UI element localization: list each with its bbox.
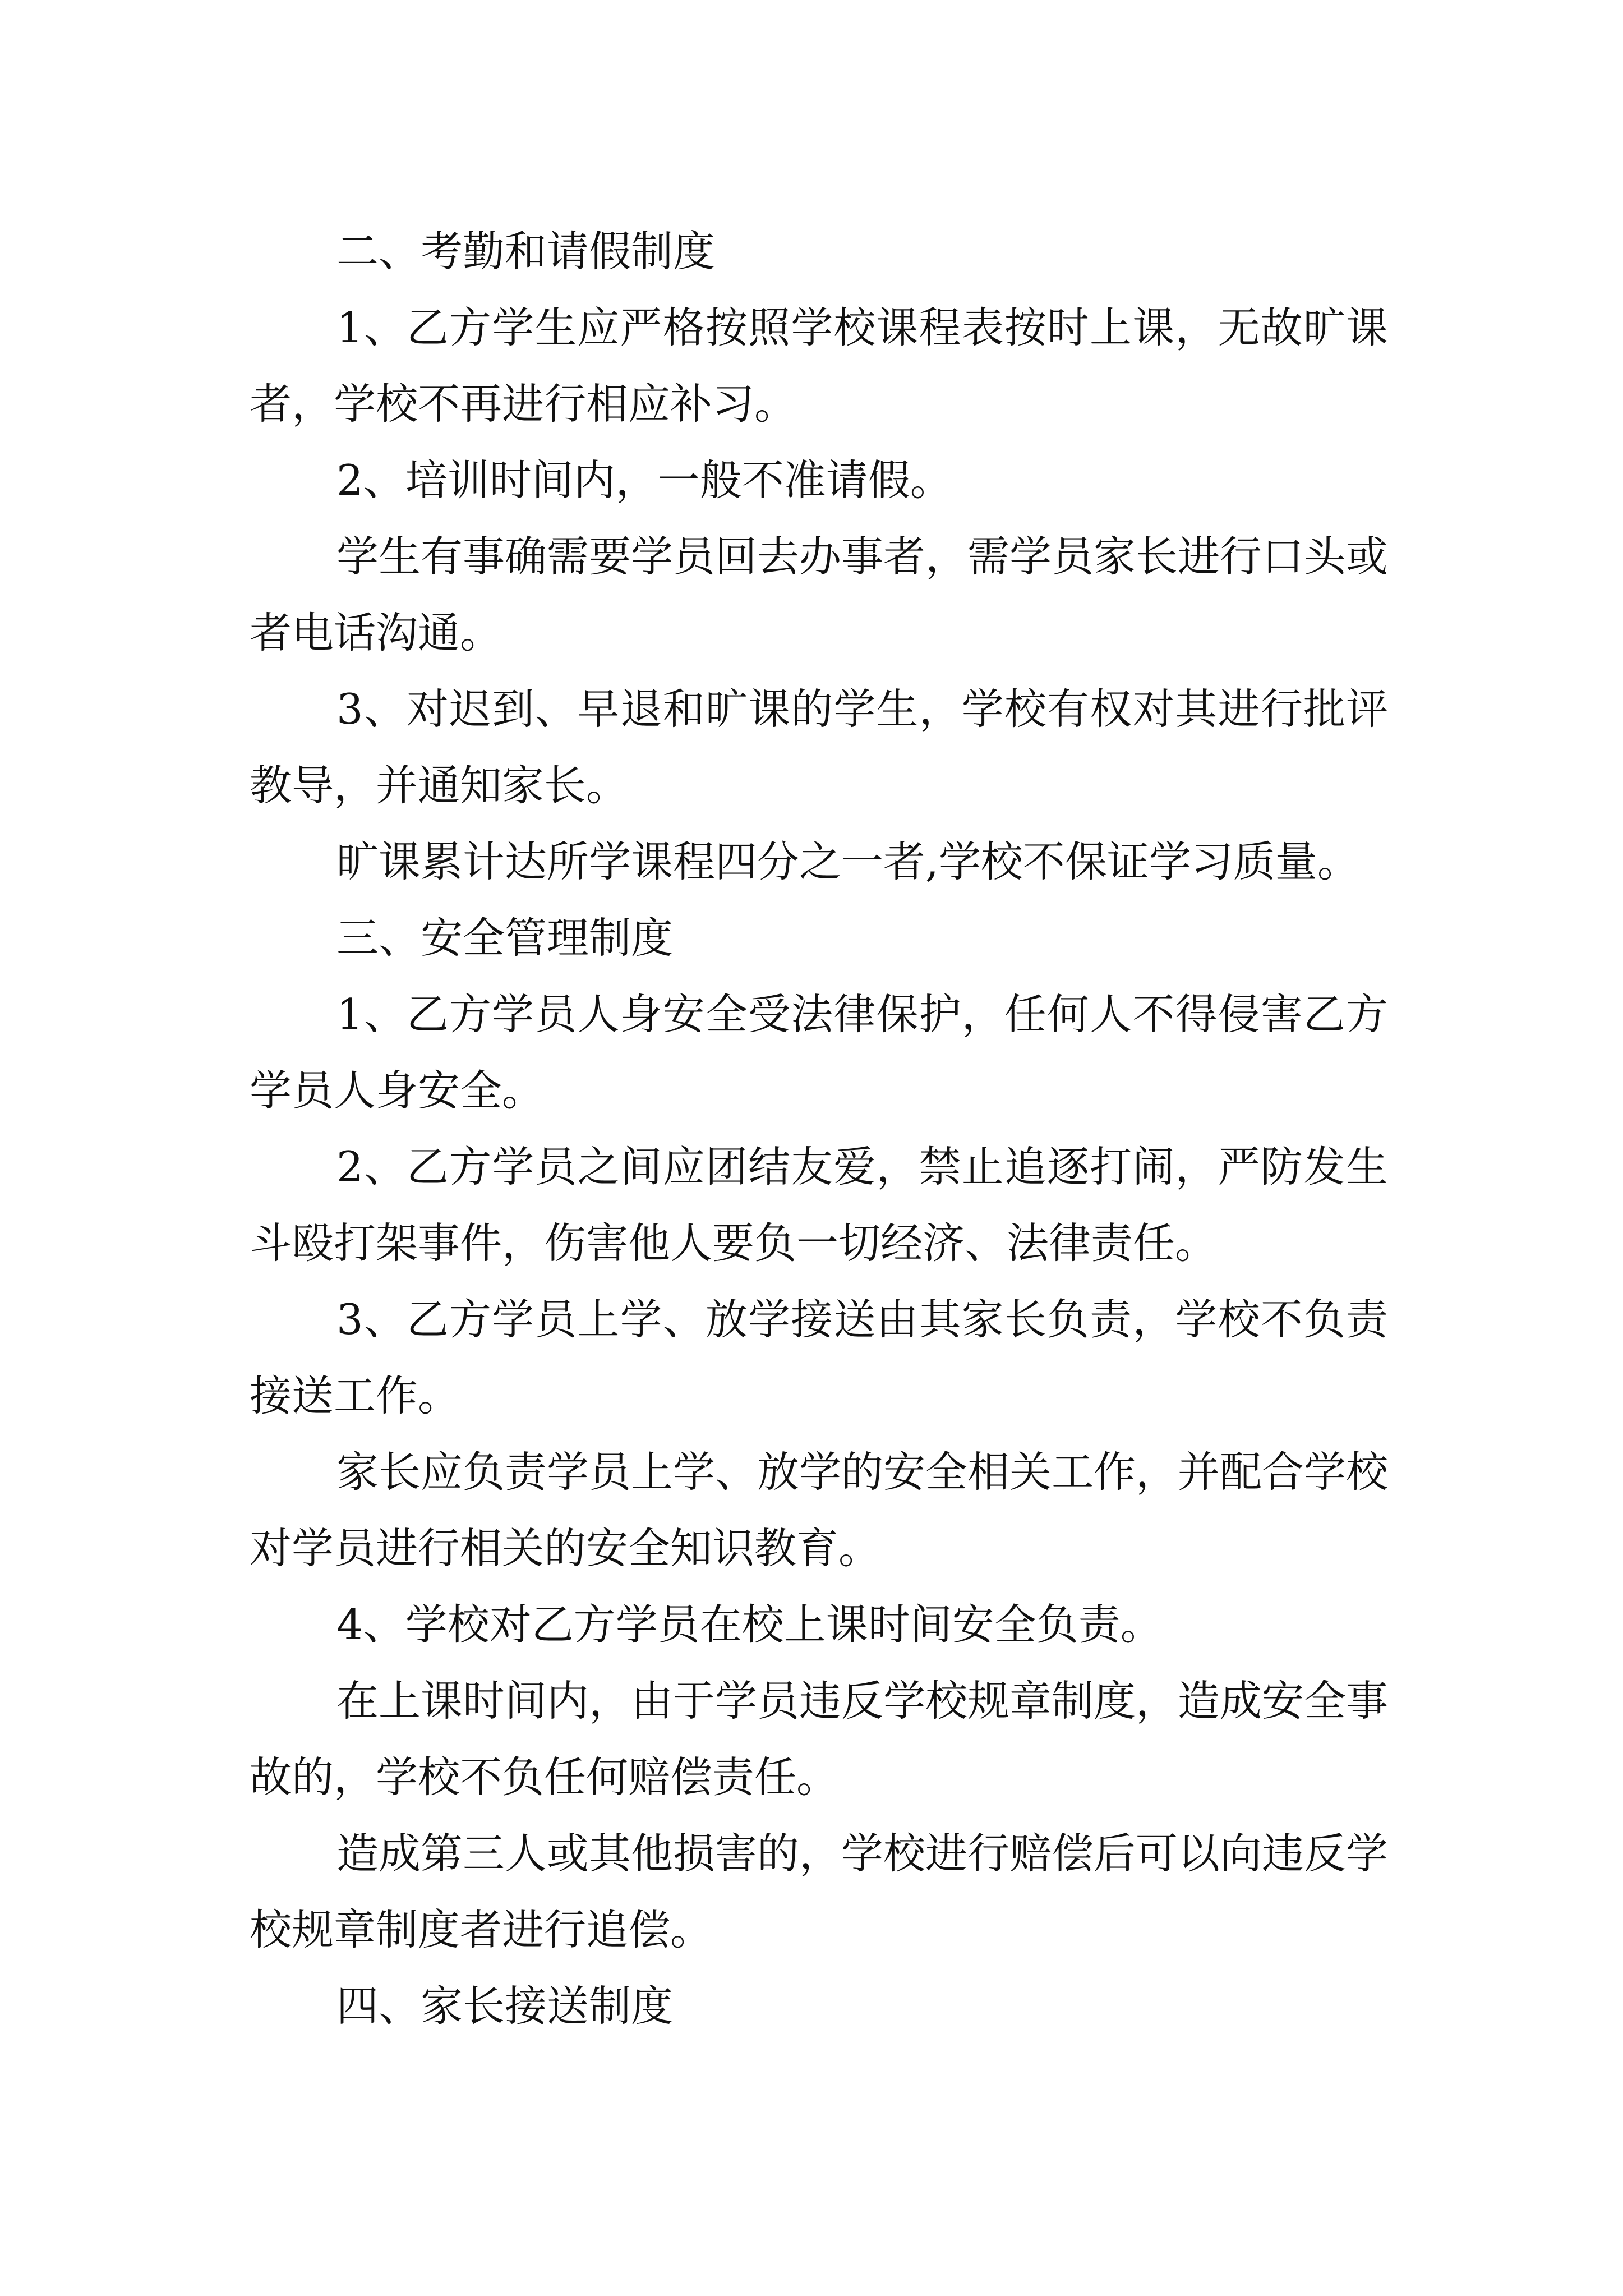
paragraph: 4、学校对乙方学员在校上课时间安全负责。: [336, 1600, 1163, 1649]
paragraph: 1、乙方学生应严格按照学校课程表按时上课，无故旷课者，学校不再进行相应补习。: [250, 303, 1388, 429]
paragraph: 在上课时间内，由于学员违反学校规章制度，造成安全事故的，学校不负任何赔偿责任。: [250, 1676, 1389, 1802]
paragraph: 1、乙方学员人身安全受法律保护，任何人不得侵害乙方学员人身安全。: [250, 990, 1388, 1115]
paragraph: 2、培训时间内，一般不准请假。: [336, 455, 952, 505]
paragraph: 3、对迟到、早退和旷课的学生，学校有权对其进行批评教导，并通知家长。: [250, 684, 1388, 810]
section-heading-attendance: 二、考勤和请假制度: [336, 227, 716, 276]
section-heading-safety: 三、安全管理制度: [336, 913, 674, 963]
paragraph: 学生有事确需要学员回去办事者，需学员家长进行口头或者电话沟通。: [250, 532, 1389, 657]
paragraph: 旷课累计达所学课程四分之一者,学校不保证学习质量。: [336, 837, 1359, 886]
paragraph: 3、乙方学员上学、放学接送由其家长负责，学校不负责接送工作。: [250, 1295, 1388, 1420]
paragraph: 造成第三人或其他损害的，学校进行赔偿后可以向违反学校规章制度者进行追偿。: [250, 1829, 1389, 1954]
paragraph: 2、乙方学员之间应团结友爱，禁止追逐打闹，严防发生斗殴打架事件，伤害他人要负一切经济、法律责任。: [250, 1142, 1388, 1268]
section-heading-pickup: 四、家长接送制度: [336, 1981, 674, 2031]
paragraph: 家长应负责学员上学、放学的安全相关工作，并配合学校对学员进行相关的安全知识教育。: [250, 1447, 1389, 1573]
document-body: [250, 213, 1388, 2044]
